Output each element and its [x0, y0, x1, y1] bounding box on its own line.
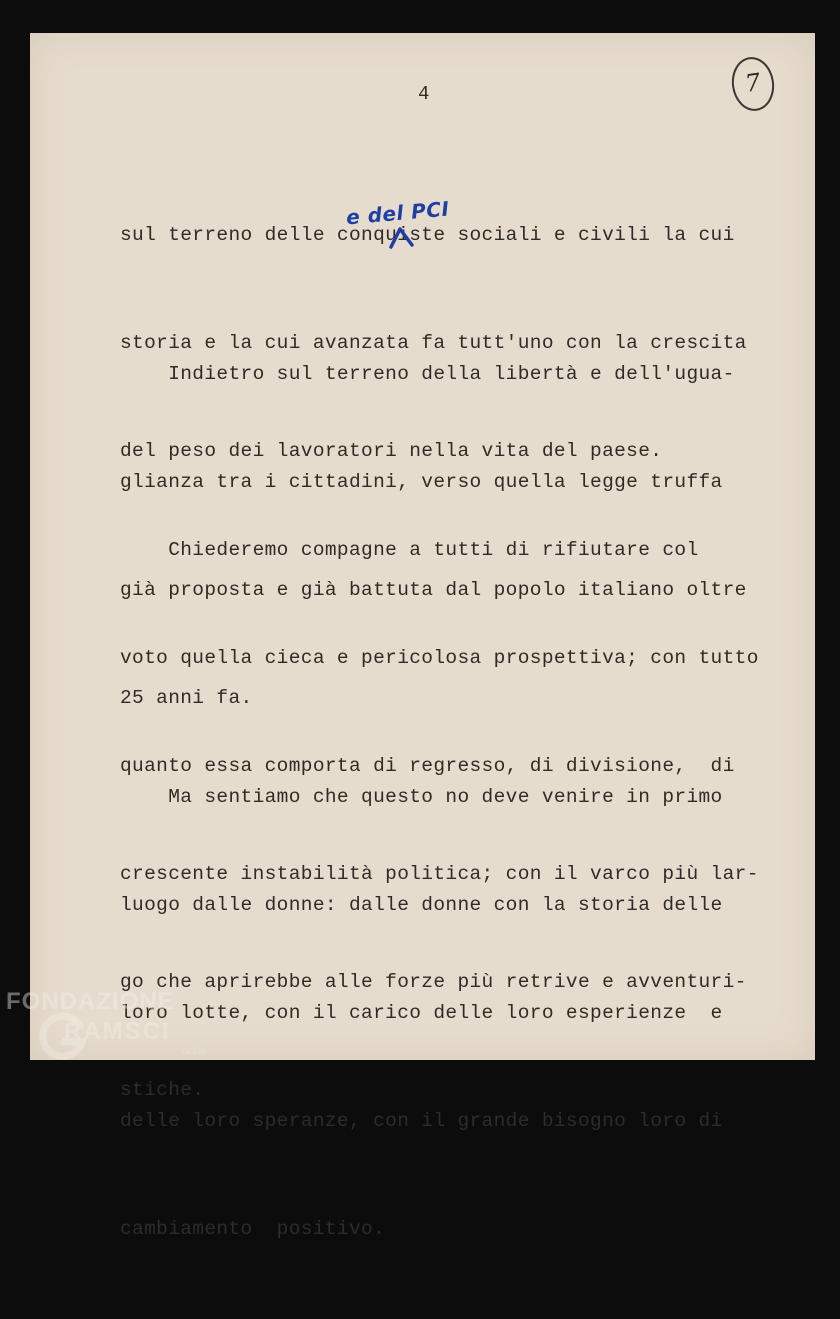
text-line: go che aprirebbe alle forze più retrive e avventuri-: [120, 971, 747, 993]
text-line: voto quella cieca e pericolosa prospettiva; con tutto: [120, 647, 759, 669]
text-line: già proposta e già battuta dal popolo italiano oltre: [120, 579, 747, 601]
text-line: del peso dei lavoratori nella vita del paese.: [120, 440, 663, 462]
text-line: stiche.: [120, 1079, 205, 1101]
watermark-line-2: RAMSCI: [64, 1018, 171, 1045]
text-line: quanto essa comporta di regresso, di divisione, di: [120, 755, 735, 777]
folio-number-circled: 7: [728, 54, 777, 113]
text-line: Chiederemo compagne a tutti di rifiutare col: [120, 539, 699, 561]
fondazione-gramsci-watermark: [6, 988, 236, 1078]
text-line: glianza tra i cittadini, verso quella legge truffa: [120, 471, 723, 493]
text-line: sul terreno delle conquiste sociali e civili la cui: [120, 224, 735, 246]
document-page: [30, 33, 815, 1240]
text-line: Ma sentiamo che questo no deve venire in primo: [120, 786, 723, 808]
text-line: luogo dalle donne: dalle donne con la storia delle: [120, 894, 723, 916]
watermark-line-1: FONDAZIONE: [6, 988, 175, 1015]
text-line: delle loro speranze, con il grande bisogno loro di: [120, 1110, 723, 1132]
text-line: crescente instabilità politica; con il varco più lar-: [120, 863, 759, 885]
text-line: Indietro sul terreno della libertà e dell'ugua-: [120, 363, 735, 385]
text-line: storia e la cui avanzata fa tutt'uno con la crescita: [120, 332, 747, 354]
text-line: 25 anni fa.: [120, 687, 253, 709]
insertion-caret-mark: [388, 225, 416, 249]
watermark-suffix: onlus: [182, 1046, 206, 1057]
text-line: loro lotte, con il carico delle loro esperienze e: [120, 1002, 723, 1024]
page-number: 4: [418, 83, 430, 105]
handwritten-insertion: e del PCI: [345, 196, 451, 230]
text-line: cambiamento positivo.: [120, 1218, 386, 1240]
